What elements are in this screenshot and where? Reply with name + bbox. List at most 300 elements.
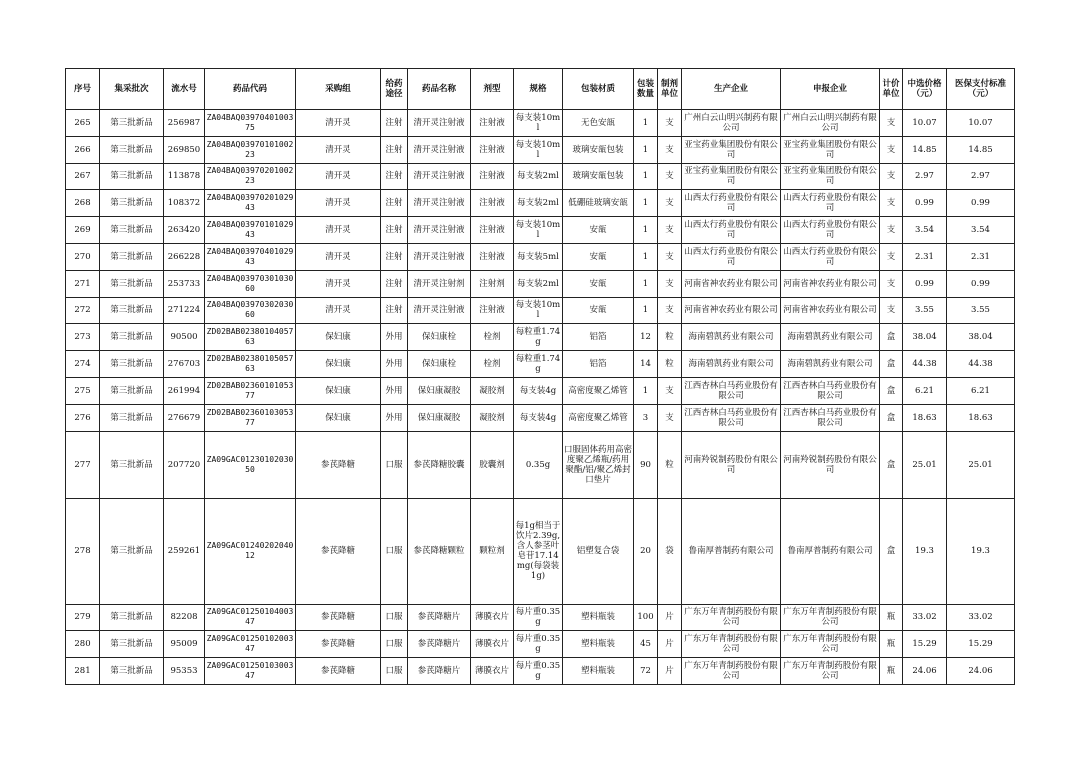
table-cell: 清开灵 (296, 163, 381, 190)
table-cell: 14.85 (947, 136, 1015, 163)
table-cell: 海南碧凯药业有限公司 (781, 351, 880, 378)
table-cell: 38.04 (903, 324, 947, 351)
table-cell: 注射剂 (471, 270, 514, 297)
table-cell: 支 (658, 404, 682, 431)
table-cell: 片 (658, 631, 682, 658)
table-row (66, 431, 1015, 498)
table-cell: 保妇康 (296, 377, 381, 404)
table-cell: 颗粒剂 (471, 498, 514, 604)
table-cell: 1 (634, 297, 658, 324)
table-cell: 266 (66, 136, 100, 163)
table-cell: 盒 (880, 377, 903, 404)
column-header: 药品名称 (408, 69, 471, 110)
table-cell: 每片重0.35g (514, 604, 563, 631)
table-cell: 清开灵 (296, 217, 381, 244)
table-cell: 1 (634, 377, 658, 404)
table-cell: 胶囊剂 (471, 431, 514, 498)
table-cell: 0.99 (947, 190, 1015, 217)
table-cell: 15.29 (947, 631, 1015, 658)
table-cell: 盒 (880, 498, 903, 604)
table-cell: 注射 (381, 217, 408, 244)
table-row (66, 190, 1015, 217)
table-cell: 第三批新品 (100, 377, 164, 404)
table-cell: 山西太行药业股份有限公司 (682, 217, 781, 244)
table-cell: ZA09GAC0125010300347 (205, 658, 296, 685)
table-cell: 注射液 (471, 297, 514, 324)
table-cell: 38.04 (947, 324, 1015, 351)
table-cell: ZD02BAB0236010305377 (205, 404, 296, 431)
table-cell: 95009 (164, 631, 205, 658)
table-cell: 清开灵 (296, 136, 381, 163)
table-cell: 广州白云山明兴制药有限公司 (682, 110, 781, 137)
table-cell: 海南碧凯药业有限公司 (781, 324, 880, 351)
table-cell: 铝箔 (563, 324, 634, 351)
table-cell: 3.54 (903, 217, 947, 244)
table-cell: 栓剂 (471, 324, 514, 351)
table-cell: 亚宝药业集团股份有限公司 (781, 163, 880, 190)
table-cell: 第三批新品 (100, 658, 164, 685)
column-header: 生产企业 (682, 69, 781, 110)
table-cell: 外用 (381, 351, 408, 378)
column-header: 集采批次 (100, 69, 164, 110)
table-row (66, 270, 1015, 297)
table-cell: 第三批新品 (100, 163, 164, 190)
table-cell: 安瓿 (563, 243, 634, 270)
table-cell: 河南省神农药业有限公司 (682, 297, 781, 324)
table-cell: 2.31 (903, 243, 947, 270)
table-cell: 44.38 (903, 351, 947, 378)
table-cell: 支 (880, 190, 903, 217)
table-cell: 河南省神农药业有限公司 (781, 297, 880, 324)
column-header: 给药途径 (381, 69, 408, 110)
table-cell: 每片重0.35g (514, 658, 563, 685)
table-cell: 海南碧凯药业有限公司 (682, 324, 781, 351)
table-cell: 注射液 (471, 217, 514, 244)
table-cell: 外用 (381, 324, 408, 351)
table-cell: 参芪降糖 (296, 498, 381, 604)
table-row (66, 110, 1015, 137)
procurement-table-sheet (65, 68, 1014, 685)
table-cell: 口服 (381, 604, 408, 631)
table-cell: 袋 (658, 498, 682, 604)
table-cell: 支 (880, 297, 903, 324)
table-cell: 口服 (381, 631, 408, 658)
table-cell: ZA09GAC0124020204012 (205, 498, 296, 604)
table-cell: 高密度聚乙烯管 (563, 404, 634, 431)
table-cell: 注射液 (471, 136, 514, 163)
table-cell: 18.63 (947, 404, 1015, 431)
table-cell: ZA04BAQ0397020100223 (205, 163, 296, 190)
table-cell: 每支装10ml (514, 136, 563, 163)
table-cell: 河南省神农药业有限公司 (781, 270, 880, 297)
table-cell: 瓶 (880, 631, 903, 658)
table-cell: 清开灵注射液 (408, 190, 471, 217)
table-cell: 82208 (164, 604, 205, 631)
table-cell: 267 (66, 163, 100, 190)
table-cell: 注射液 (471, 243, 514, 270)
table-row (66, 351, 1015, 378)
table-cell: 278 (66, 498, 100, 604)
column-header: 规格 (514, 69, 563, 110)
table-cell: 山西太行药业股份有限公司 (781, 243, 880, 270)
table-cell: 1 (634, 136, 658, 163)
table-cell: 外用 (381, 404, 408, 431)
table-cell: 0.35g (514, 431, 563, 498)
table-cell: 注射 (381, 243, 408, 270)
table-cell: 江西杏林白马药业股份有限公司 (682, 404, 781, 431)
table-cell: 第三批新品 (100, 190, 164, 217)
table-cell: 广东万年青制药股份有限公司 (781, 658, 880, 685)
table-cell: ZA04BAQ0397020102943 (205, 190, 296, 217)
table-row (66, 404, 1015, 431)
table-cell: 薄膜衣片 (471, 631, 514, 658)
table-cell: 每支装10ml (514, 297, 563, 324)
table-cell: 支 (880, 217, 903, 244)
table-cell: 注射液 (471, 190, 514, 217)
table-cell: ZA04BAQ0397010102943 (205, 217, 296, 244)
table-cell: 清开灵注射液 (408, 163, 471, 190)
table-cell: 口服 (381, 498, 408, 604)
table-cell: 参芪降糖片 (408, 631, 471, 658)
table-cell: 274 (66, 351, 100, 378)
header-row (66, 69, 1015, 110)
table-cell: 清开灵 (296, 297, 381, 324)
table-cell: 片 (658, 658, 682, 685)
table-cell: 清开灵 (296, 110, 381, 137)
table-cell: 269850 (164, 136, 205, 163)
table-cell: 栓剂 (471, 351, 514, 378)
table-cell: 广州白云山明兴制药有限公司 (781, 110, 880, 137)
table-cell: 3.55 (947, 297, 1015, 324)
column-header: 包装材质 (563, 69, 634, 110)
table-cell: 薄膜衣片 (471, 604, 514, 631)
table-cell: 第三批新品 (100, 324, 164, 351)
table-cell: 3.54 (947, 217, 1015, 244)
table-cell: 3 (634, 404, 658, 431)
table-cell: 山西太行药业股份有限公司 (781, 190, 880, 217)
table-cell: 参芪降糖片 (408, 658, 471, 685)
table-cell: 清开灵注射液 (408, 297, 471, 324)
table-cell: 河南羚锐制药股份有限公司 (781, 431, 880, 498)
table-row (66, 604, 1015, 631)
table-cell: 268 (66, 190, 100, 217)
table-cell: 保妇康凝胶 (408, 377, 471, 404)
column-header: 计价单位 (880, 69, 903, 110)
table-cell: 95353 (164, 658, 205, 685)
table-cell: 鲁南厚普制药有限公司 (781, 498, 880, 604)
table-row (66, 377, 1015, 404)
table-cell: 259261 (164, 498, 205, 604)
table-cell: 271 (66, 270, 100, 297)
table-cell: 盒 (880, 351, 903, 378)
table-cell: 261994 (164, 377, 205, 404)
column-header: 流水号 (164, 69, 205, 110)
table-cell: 玻璃安瓿包装 (563, 163, 634, 190)
table-cell: 参芪降糖 (296, 658, 381, 685)
table-cell: 清开灵 (296, 190, 381, 217)
table-cell: ZA04BAQ0397040102943 (205, 243, 296, 270)
table-cell: 山西太行药业股份有限公司 (781, 217, 880, 244)
table-cell: 支 (658, 377, 682, 404)
table-cell: 每粒重1.74g (514, 351, 563, 378)
table-cell: 注射 (381, 270, 408, 297)
table-cell: 粒 (658, 324, 682, 351)
table-cell: 亚宝药业集团股份有限公司 (682, 163, 781, 190)
table-cell: ZA09GAC0125010400347 (205, 604, 296, 631)
table-cell: 保妇康 (296, 404, 381, 431)
table-cell: 粒 (658, 431, 682, 498)
table-cell: 安瓿 (563, 270, 634, 297)
column-header: 申报企业 (781, 69, 880, 110)
table-cell: 每片重0.35g (514, 631, 563, 658)
table-cell: ZA09GAC0123010203050 (205, 431, 296, 498)
table-cell: 广东万年青制药股份有限公司 (682, 604, 781, 631)
table-cell: 参芪降糖胶囊 (408, 431, 471, 498)
table-cell: 清开灵 (296, 243, 381, 270)
table-cell: 90 (634, 431, 658, 498)
table-cell: 10.07 (947, 110, 1015, 137)
table-cell: 支 (658, 297, 682, 324)
table-cell: 19.3 (903, 498, 947, 604)
column-header: 中选价格（元） (903, 69, 947, 110)
table-cell: 0.99 (903, 270, 947, 297)
table-cell: 第三批新品 (100, 631, 164, 658)
table-cell: 第三批新品 (100, 351, 164, 378)
table-cell: 铝箔 (563, 351, 634, 378)
table-cell: 第三批新品 (100, 217, 164, 244)
table-cell: ZA04BAQ0397030103060 (205, 270, 296, 297)
table-cell: 支 (880, 110, 903, 137)
table-cell: 凝胶剂 (471, 404, 514, 431)
table-cell: 266228 (164, 243, 205, 270)
table-cell: 清开灵注射液 (408, 243, 471, 270)
table-cell: 256987 (164, 110, 205, 137)
table-cell: 支 (880, 243, 903, 270)
table-cell: 113878 (164, 163, 205, 190)
table-cell: 第三批新品 (100, 136, 164, 163)
table-cell: 每1g相当于饮片2.39g,含人参茎叶皂苷17.14mg(每袋装1g) (514, 498, 563, 604)
table-cell: 6.21 (903, 377, 947, 404)
table-cell: 33.02 (903, 604, 947, 631)
table-row (66, 243, 1015, 270)
table-cell: 14 (634, 351, 658, 378)
table-cell: 276679 (164, 404, 205, 431)
table-cell: 1 (634, 110, 658, 137)
table-cell: 清开灵注射液 (408, 136, 471, 163)
table-cell: 保妇康栓 (408, 351, 471, 378)
table-cell: 凝胶剂 (471, 377, 514, 404)
table-cell: 每支装5ml (514, 243, 563, 270)
table-cell: 每支装2ml (514, 270, 563, 297)
table-cell: 第三批新品 (100, 297, 164, 324)
table-cell: 0.99 (947, 270, 1015, 297)
table-cell: 玻璃安瓿包装 (563, 136, 634, 163)
table-cell: 薄膜衣片 (471, 658, 514, 685)
table-cell: 支 (658, 270, 682, 297)
column-header: 采购组 (296, 69, 381, 110)
table-cell: 粒 (658, 351, 682, 378)
table-cell: 瓶 (880, 658, 903, 685)
table-cell: 第三批新品 (100, 243, 164, 270)
table-cell: 10.07 (903, 110, 947, 137)
table-cell: 支 (658, 136, 682, 163)
table-cell: 每支装10ml (514, 110, 563, 137)
table-cell: 清开灵注射液 (408, 217, 471, 244)
table-cell: 江西杏林白马药业股份有限公司 (781, 404, 880, 431)
table-cell: 参芪降糖片 (408, 604, 471, 631)
table-cell: 高密度聚乙烯管 (563, 377, 634, 404)
table-cell: ZA09GAC0125010200347 (205, 631, 296, 658)
table-cell: 19.3 (947, 498, 1015, 604)
table-cell: 15.29 (903, 631, 947, 658)
table-row (66, 658, 1015, 685)
table-cell: 100 (634, 604, 658, 631)
column-header: 医保支付标准（元） (947, 69, 1015, 110)
table-cell: 支 (658, 163, 682, 190)
table-cell: 44.38 (947, 351, 1015, 378)
table-cell: 281 (66, 658, 100, 685)
table-cell: 口服 (381, 658, 408, 685)
table-cell: ZA04BAQ0397040100375 (205, 110, 296, 137)
table-cell: 24.06 (903, 658, 947, 685)
table-cell: 亚宝药业集团股份有限公司 (781, 136, 880, 163)
table-row (66, 163, 1015, 190)
table-cell: 1 (634, 217, 658, 244)
table-cell: 保妇康栓 (408, 324, 471, 351)
table-cell: 盒 (880, 431, 903, 498)
table-cell: 18.63 (903, 404, 947, 431)
table-cell: 第三批新品 (100, 604, 164, 631)
table-cell: 注射液 (471, 163, 514, 190)
table-cell: 25.01 (903, 431, 947, 498)
table-body (66, 110, 1015, 685)
table-cell: 14.85 (903, 136, 947, 163)
table-cell: 支 (658, 110, 682, 137)
table-cell: 270 (66, 243, 100, 270)
table-cell: 每支装4g (514, 404, 563, 431)
table-cell: 2.97 (947, 163, 1015, 190)
column-header: 制剂单位 (658, 69, 682, 110)
table-cell: ZA04BAQ0397010100223 (205, 136, 296, 163)
table-cell: 铝塑复合袋 (563, 498, 634, 604)
table-cell: 注射 (381, 297, 408, 324)
table-row (66, 498, 1015, 604)
table-cell: 1 (634, 270, 658, 297)
table-cell: 支 (658, 190, 682, 217)
table-cell: 276703 (164, 351, 205, 378)
table-cell: 注射 (381, 110, 408, 137)
table-cell: 25.01 (947, 431, 1015, 498)
table-cell: 广东万年青制药股份有限公司 (781, 604, 880, 631)
table-cell: 保妇康凝胶 (408, 404, 471, 431)
table-cell: 支 (658, 243, 682, 270)
table-cell: 塑料瓶装 (563, 631, 634, 658)
table-row (66, 297, 1015, 324)
column-header: 药品代码 (205, 69, 296, 110)
table-cell: 280 (66, 631, 100, 658)
table-cell: 每支装4g (514, 377, 563, 404)
table-cell: 河南省神农药业有限公司 (682, 270, 781, 297)
table-cell: 注射 (381, 190, 408, 217)
table-cell: 24.06 (947, 658, 1015, 685)
table-cell: 安瓿 (563, 297, 634, 324)
table-cell: 每支装2ml (514, 190, 563, 217)
table-cell: 塑料瓶装 (563, 604, 634, 631)
table-cell: 参芪降糖 (296, 431, 381, 498)
table-cell: 河南羚锐制药股份有限公司 (682, 431, 781, 498)
table-row (66, 324, 1015, 351)
table-cell: 263420 (164, 217, 205, 244)
table-cell: 90500 (164, 324, 205, 351)
table-cell: 广东万年青制药股份有限公司 (682, 658, 781, 685)
table-cell: 253733 (164, 270, 205, 297)
table-cell: 参芪降糖 (296, 631, 381, 658)
table-cell: 33.02 (947, 604, 1015, 631)
table-cell: 第三批新品 (100, 270, 164, 297)
table-cell: 保妇康 (296, 324, 381, 351)
table-cell: 272 (66, 297, 100, 324)
table-cell: 12 (634, 324, 658, 351)
table-cell: 支 (880, 270, 903, 297)
table-cell: 3.55 (903, 297, 947, 324)
table-cell: 海南碧凯药业有限公司 (682, 351, 781, 378)
table-cell: 276 (66, 404, 100, 431)
table-cell: 江西杏林白马药业股份有限公司 (781, 377, 880, 404)
table-cell: 207720 (164, 431, 205, 498)
table-cell: 片 (658, 604, 682, 631)
table-cell: 每支装10ml (514, 217, 563, 244)
table-cell: 每支装2ml (514, 163, 563, 190)
table-cell: 265 (66, 110, 100, 137)
table-cell: 45 (634, 631, 658, 658)
table-cell: 山西太行药业股份有限公司 (682, 190, 781, 217)
table-cell: 注射液 (471, 110, 514, 137)
table-cell: 72 (634, 658, 658, 685)
table-cell: 参芪降糖颗粒 (408, 498, 471, 604)
table-cell: 0.99 (903, 190, 947, 217)
table-cell: 277 (66, 431, 100, 498)
table-cell: 注射 (381, 136, 408, 163)
table-cell: 口服固体药用高密度聚乙烯瓶/药用聚酯/铝/聚乙烯封口垫片 (563, 431, 634, 498)
table-cell: 275 (66, 377, 100, 404)
table-cell: 无色安瓿 (563, 110, 634, 137)
procurement-table (65, 68, 1015, 685)
column-header: 包装数量 (634, 69, 658, 110)
table-cell: 盒 (880, 324, 903, 351)
table-cell: 支 (880, 136, 903, 163)
table-cell: 瓶 (880, 604, 903, 631)
table-cell: 清开灵注射液 (408, 110, 471, 137)
table-cell: 广东万年青制药股份有限公司 (781, 631, 880, 658)
table-cell: 271224 (164, 297, 205, 324)
table-cell: 山西太行药业股份有限公司 (682, 243, 781, 270)
table-cell: 20 (634, 498, 658, 604)
table-cell: 广东万年青制药股份有限公司 (682, 631, 781, 658)
table-row (66, 136, 1015, 163)
table-cell: 2.31 (947, 243, 1015, 270)
table-cell: ZD02BAB0238010405763 (205, 324, 296, 351)
table-cell: 279 (66, 604, 100, 631)
table-cell: ZD02BAB0238010505763 (205, 351, 296, 378)
table-cell: 1 (634, 243, 658, 270)
table-cell: 清开灵 (296, 270, 381, 297)
column-header: 剂型 (471, 69, 514, 110)
table-cell: 6.21 (947, 377, 1015, 404)
table-cell: 第三批新品 (100, 498, 164, 604)
table-row (66, 217, 1015, 244)
table-cell: 保妇康 (296, 351, 381, 378)
table-cell: 口服 (381, 431, 408, 498)
